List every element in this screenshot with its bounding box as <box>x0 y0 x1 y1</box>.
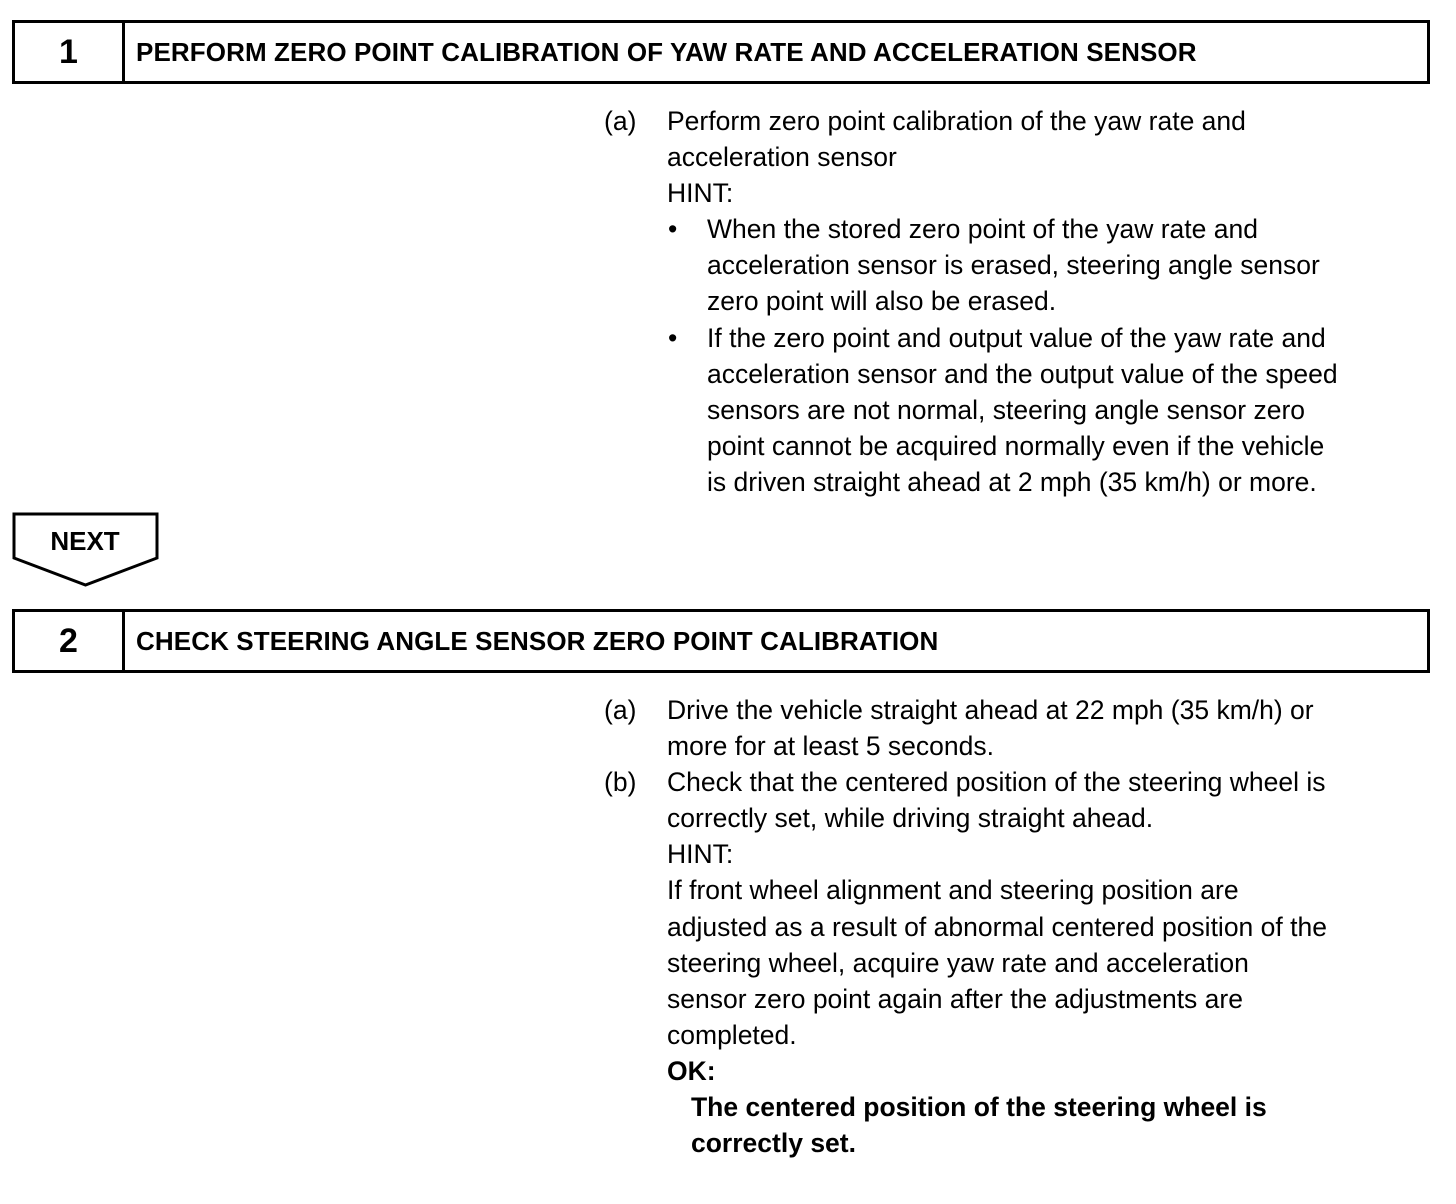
next-arrow <box>12 512 160 588</box>
hint-label: HINT: <box>667 839 734 870</box>
text-line: is driven straight ahead at 2 mph (35 km/h) or more. <box>707 466 1317 497</box>
step-2-content <box>604 692 1434 1161</box>
step-number: 2 <box>15 612 125 670</box>
item-body <box>667 764 1434 1161</box>
step-title: PERFORM ZERO POINT CALIBRATION OF YAW RATE AND ACCELERATION SENSOR <box>136 36 1197 67</box>
text-line: Perform zero point calibration of the yaw rate and <box>667 106 1246 136</box>
text-line: acceleration sensor <box>667 142 897 173</box>
text-line: If the zero point and output value of the yaw rate and <box>707 322 1326 353</box>
text-line: Check that the centered position of the steering wheel is <box>667 767 1326 798</box>
item-label: (a) <box>604 695 637 725</box>
item-label: (b) <box>604 767 637 798</box>
bullet-text <box>707 320 1434 500</box>
hint-bullet <box>667 320 1434 500</box>
next-label: NEXT <box>50 526 120 556</box>
item-label: (a) <box>604 106 637 136</box>
text-line: acceleration sensor is erased, steering angle sensor <box>707 250 1320 281</box>
text-line: sensors are not normal, steering angle sensor zero <box>707 394 1306 425</box>
step-2-header <box>12 609 1430 673</box>
step-1-content <box>604 103 1434 500</box>
text-line: more for at least 5 seconds. <box>667 731 994 762</box>
item-body <box>667 692 1434 764</box>
bullet-icon: • <box>668 322 678 353</box>
step-number: 1 <box>15 23 125 81</box>
step-item <box>604 103 1434 500</box>
ok-text-line: correctly set. <box>691 1128 856 1159</box>
text-line: steering wheel, acquire yaw rate and acceleration <box>667 947 1249 978</box>
text-line: adjusted as a result of abnormal centered position of the <box>667 911 1327 942</box>
text-line: acceleration sensor and the output value of the speed <box>707 358 1338 389</box>
hint-bullet <box>667 211 1434 319</box>
ok-label: OK: <box>667 1055 716 1086</box>
text-line: If front wheel alignment and steering position are <box>667 875 1239 906</box>
text-line: correctly set, while driving straight ahead. <box>667 803 1154 834</box>
text-line: completed. <box>667 1019 797 1050</box>
ok-text-line: The centered position of the steering wheel is <box>691 1092 1267 1123</box>
text-line: When the stored zero point of the yaw rate and <box>707 214 1258 245</box>
step-title: CHECK STEERING ANGLE SENSOR ZERO POINT CALIBRATION <box>136 625 939 656</box>
step-1-header <box>12 20 1430 84</box>
step-item <box>604 692 1434 764</box>
step-item <box>604 764 1434 1161</box>
text-line: sensor zero point again after the adjustments are <box>667 983 1243 1014</box>
text-line: zero point will also be erased. <box>707 286 1057 317</box>
text-line: Drive the vehicle straight ahead at 22 mph (35 km/h) or <box>667 695 1314 725</box>
hint-label: HINT: <box>667 178 734 209</box>
text-line: point cannot be acquired normally even if the vehicle <box>707 430 1325 461</box>
bullet-icon: • <box>668 214 678 245</box>
item-body <box>667 103 1434 500</box>
bullet-text <box>707 211 1434 319</box>
